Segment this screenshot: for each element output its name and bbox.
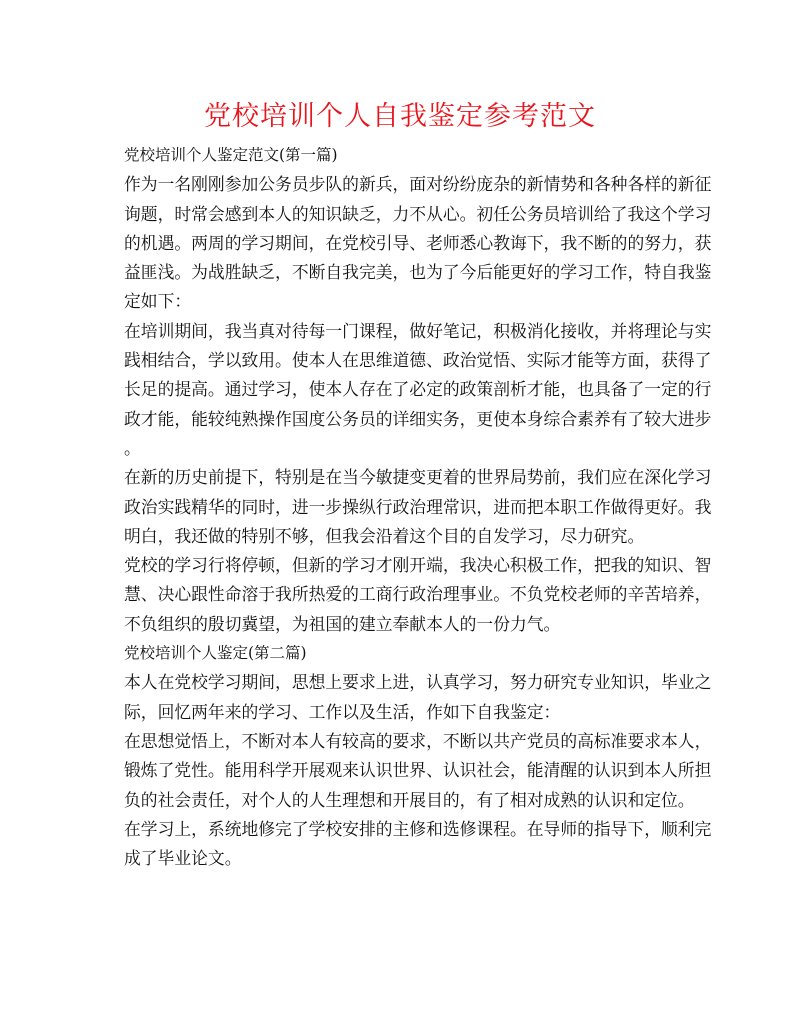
section-heading: 党校培训个人鉴定范文(第一篇) (124, 146, 338, 164)
paragraph-line: 不负组织的殷切冀望，为祖国的建立奉献本人的一份力气。 (124, 613, 561, 634)
paragraph-line: 在培训期间，我当真对待每一门课程，做好笔记，积极消化接收，并将理论与实 (124, 320, 712, 341)
paragraph-line: 益匪浅。为战胜缺乏，不断自我完美，也为了今后能更好的学习工作，特自我鉴 (124, 262, 712, 283)
paragraph-line: 在新的历史前提下，特别是在当今敏捷变更着的世界局势前，我们应在深化学习 (124, 467, 712, 488)
paragraph-line: 锻炼了党性。能用科学开展观来认识世界、认识社会，能清醒的认识到本人所担 (124, 760, 712, 781)
paragraph-line: 政才能，能较纯熟操作国度公务员的详细实务，更使本身综合素养有了较大进步 (124, 408, 712, 429)
paragraph-line: 党校的学习行将停顿，但新的学习才刚开端，我决心积极工作，把我的知识、智 (124, 555, 712, 576)
paragraph-line: 作为一名刚刚参加公务员步队的新兵，面对纷纷庞杂的新情势和各种各样的新征 (124, 174, 712, 195)
paragraph-line: 践相结合，学以致用。使本人在思维道德、政治觉悟、实际才能等方面，获得了 (124, 350, 712, 371)
document-title: 党校培训个人自我鉴定参考范文 (204, 101, 596, 132)
paragraph-line: 负的社会责任，对个人的人生理想和开展目的，有了相对成熟的认识和定位。 (124, 789, 695, 810)
section-heading: 党校培训个人鉴定(第二篇) (124, 644, 307, 663)
document-body (124, 141, 712, 873)
paragraph-line: 询题，时常会感到本人的知识缺乏，力不从心。初任公务员培训给了我这个学习 (124, 203, 712, 224)
paragraph-line: 长足的提高。通过学习，使本人存在了必定的政策剖析才能，也具备了一定的行 (124, 379, 712, 400)
paragraph-line: 明白，我还做的特别不够，但我会沿着这个目的自发学习，尽力研究。 (124, 525, 645, 546)
paragraph-line: 成了毕业论文。 (124, 848, 242, 869)
paragraph-line: 在思想觉悟上，不断对本人有较高的要求，不断以共产党员的高标准要求本人， (124, 730, 712, 751)
paragraph-line: 在学习上，系统地修完了学校安排的主修和选修课程。在导师的指导下，顺利完 (124, 818, 712, 839)
paragraph-line: 定如下： (124, 291, 192, 312)
paragraph-line: 政治实践精华的同时，进一步操纵行政治理常识，进而把本职工作做得更好。我 (124, 496, 712, 517)
paragraph-line: 慧、决心跟性命溶于我所热爱的工商行政治理事业。不负党校老师的辛苦培养， (124, 584, 712, 605)
paragraph-line: 的机遇。两周的学习期间，在党校引导、老师悉心教诲下，我不断的的努力，获 (124, 232, 712, 253)
paragraph-line: 际，回忆两年来的学习、工作以及生活，作如下自我鉴定： (124, 701, 561, 722)
paragraph-line: 本人在党校学习期间，思想上要求上进，认真学习，努力研究专业知识，毕业之 (124, 672, 712, 693)
paragraph-line: 。 (124, 437, 141, 458)
